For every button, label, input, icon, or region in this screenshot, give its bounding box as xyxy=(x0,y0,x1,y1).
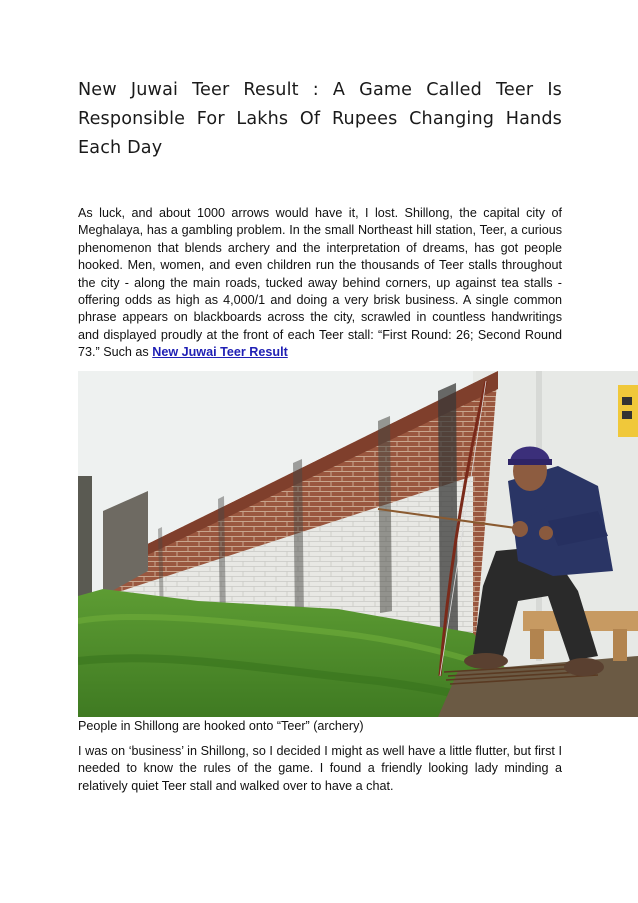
archer-photo xyxy=(78,371,638,717)
second-paragraph: I was on ‘business’ in Shillong, so I decided I might as well have a little flutter, but first I needed to know the rules of the game. I found a friendly looking lady minding a relatively quiet Teer stall and walked over to have a chat. xyxy=(78,744,562,793)
juwai-teer-result-link[interactable]: New Juwai Teer Result xyxy=(152,345,288,360)
intro-paragraph xyxy=(78,205,562,362)
intro-paragraph-text: As luck, and about 1000 arrows would have it, I lost. Shillong, the capital city of Meghalaya, has a gambling problem. In the small Northeast hill station, Teer, a curious phenomenon that blends archery and the interpretation of dreams, has got people hooked. Men, women, and even children run the thousands of Teer stalls throughout the city - along the main roads, tucked away behind corners, up against tea stalls - offering odds as high as 4,000/1 and doing a very brisk business. A single common phrase appears on blackboards across the city, scrawled in countless handwritings and displayed proudly at the front of each Teer stall: “First Round: 26; Second Round 73.” Such as xyxy=(78,206,562,360)
photo-caption: People in Shillong are hooked onto “Teer” (archery) xyxy=(78,719,364,733)
archer-photo-illustration xyxy=(78,371,638,717)
article-title: New Juwai Teer Result : A Game Called Teer Is Responsible For Lakhs Of Rupees Changing Hands Each Day xyxy=(78,80,562,158)
